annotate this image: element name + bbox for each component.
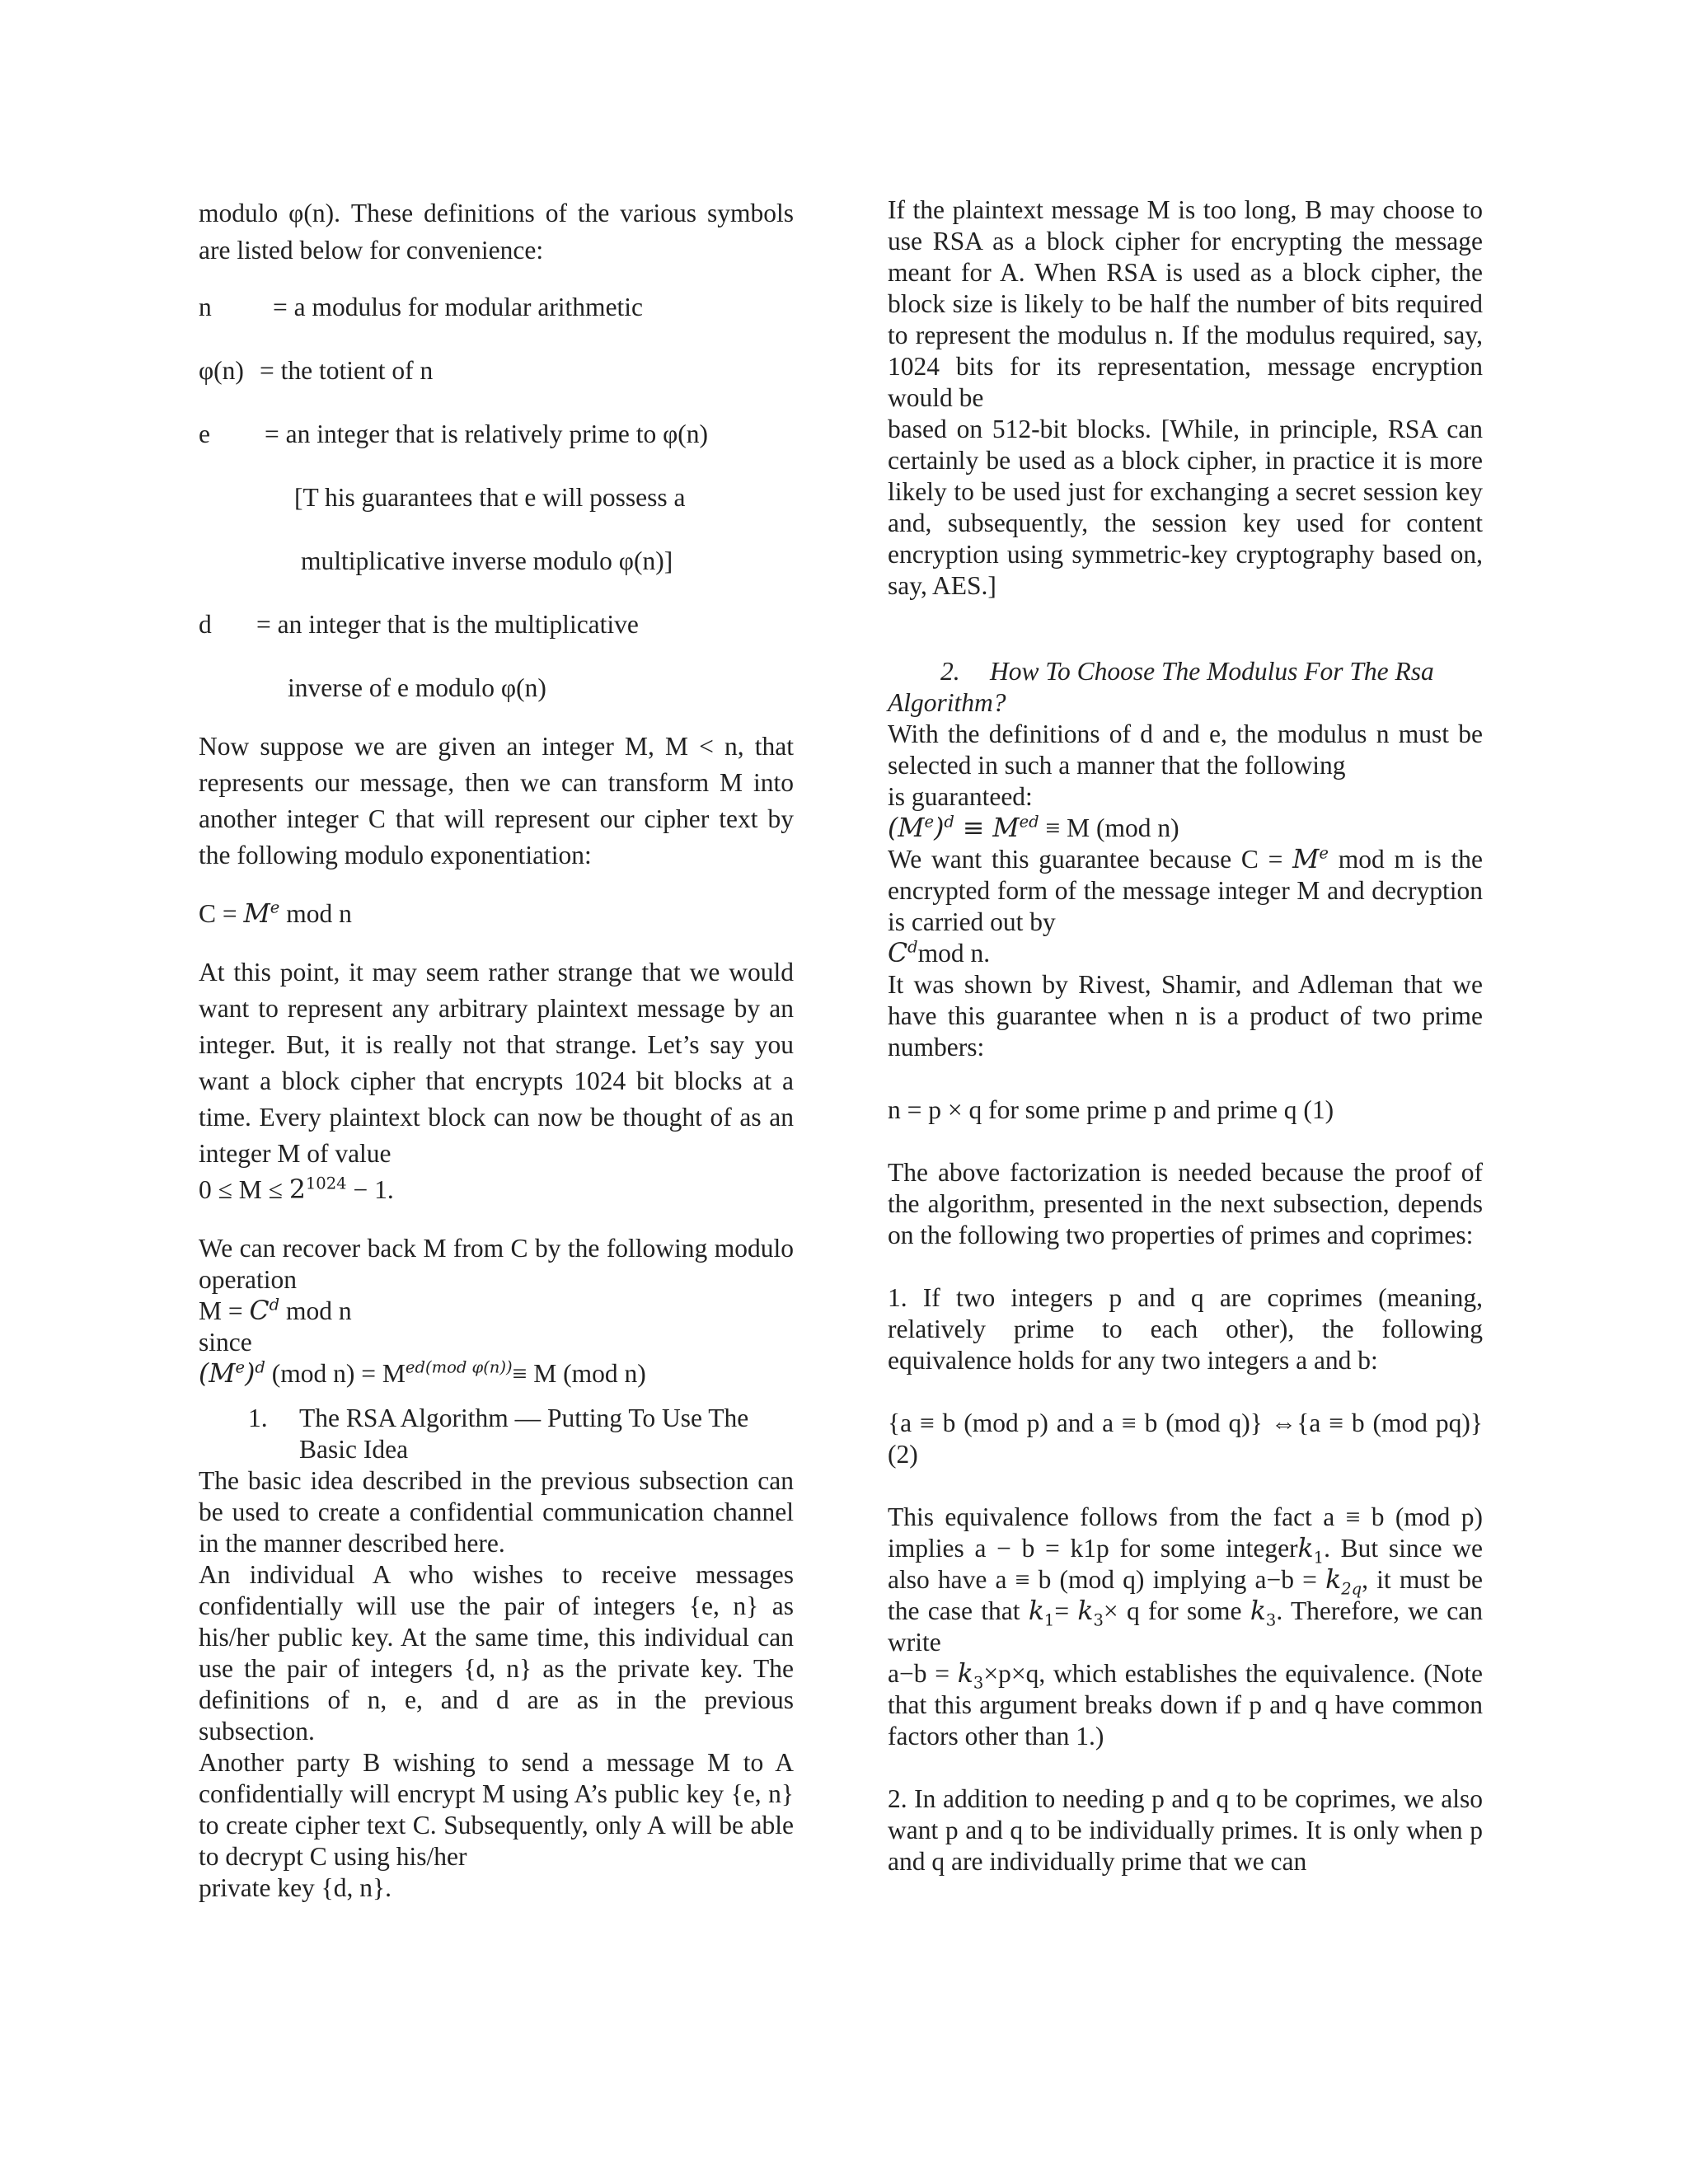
equation-since-exp-ed: ed(mod φ(n)) [405, 1357, 513, 1377]
paragraph-factorization: The above factorization is needed because the proof of the algorithm, presented in the next subsection, depends on the following two properties of primes and coprimes: [888, 1158, 1483, 1249]
since-label: since [199, 1328, 252, 1357]
equation-encrypt-lhs: C = [199, 899, 244, 928]
section-2-title: How To Choose The Modulus For The Rsa Algorithm? [888, 657, 1434, 717]
equation-since-exp-e: e [235, 1357, 246, 1377]
message-range-exp: 1024 [305, 1174, 347, 1193]
symbol-phi: φ(n) [199, 356, 244, 385]
definition-e-note-1: [T his guarantees that e will possess a [294, 483, 686, 512]
equation-since [199, 1358, 794, 1390]
a-minus-b-k3-sub: 3 [973, 1673, 984, 1693]
paragraph-we-want-exp: e [1319, 843, 1329, 863]
equation-decrypt-mod: mod n [279, 1296, 352, 1325]
property-2: 2. In addition to needing p and q to be coprimes, we also want p and q to be individually primes. It is only when p and q are individually prime that we can [888, 1784, 1483, 1876]
equation-since-part-a: (M [199, 1359, 236, 1389]
a-minus-b-end: ×p×q, which establishes the equivalence. (Note that this argument breaks down if p and q have common factors other than 1.) [888, 1659, 1483, 1750]
message-range-lhs: 0 ≤ M ≤ [199, 1175, 289, 1204]
equation-since-exp-d: d [255, 1357, 265, 1377]
symbol-e: e [199, 419, 210, 448]
intro-paragraph: modulo φ(n). These definitions of the various symbols are listed below for convenience: [199, 199, 794, 265]
a-minus-b-k3: k [957, 1659, 973, 1689]
definition-d-text-2: inverse of e modulo φ(n) [288, 673, 546, 702]
equivalence-k2q-sub: 2q [1341, 1579, 1362, 1599]
equivalence-part-d: = [1054, 1596, 1078, 1625]
guaranteed-label: is guaranteed: [888, 782, 1033, 811]
equation-decrypt [199, 1296, 794, 1327]
equation-since-part-b: ) [245, 1359, 256, 1389]
equation-2: {a ≡ b (mod p) and a ≡ b (mod q)} ⇔{a ≡ b (mod pq)} (2) [888, 1408, 1483, 1469]
equation-guarantee-part-b: ) [934, 813, 945, 843]
equivalence-part-f: . Therefore, we can write [888, 1596, 1484, 1657]
definition-e-text: = an integer that is relatively prime to φ(n) [265, 419, 709, 448]
definition-e [199, 419, 794, 450]
definition-d-text: = an integer that is the multiplicative [256, 610, 639, 639]
property-1: 1. If two integers p and q are coprimes (meaning, relatively prime to each other), the following equivalence holds for any two integers a and b: [888, 1283, 1483, 1375]
definition-n [199, 292, 794, 323]
equation-since-part-c: (mod n) = M [265, 1359, 406, 1388]
equation-encrypt [199, 898, 794, 930]
a-minus-b-start: a−b = [888, 1659, 958, 1688]
section-1-heading [199, 1403, 794, 1465]
equivalence-k2q: k [1325, 1565, 1342, 1595]
equivalence-k1b-sub: 1 [1043, 1610, 1055, 1630]
equation-decrypt-c: C [249, 1296, 270, 1326]
paragraph-we-want [888, 844, 1483, 938]
paragraph-we-want-start: We want this guarantee because C = [888, 845, 1293, 874]
message-range [199, 1172, 794, 1208]
paragraph-rsa-shown: It was shown by Rivest, Shamir, and Adleman that we have this guarantee when n is a product of two prime numbers: [888, 970, 1483, 1062]
symbol-d: d [199, 610, 212, 639]
equivalence-part-b: . But since we also have a ≡ b (mod q) implying a−b = [888, 1534, 1484, 1594]
equivalence-k3-sub: 3 [1093, 1610, 1104, 1630]
paragraph-plaintext-long: If the plaintext message M is too long, B may choose to use RSA as a block cipher for encrypting the message meant for A. When RSA is used as a block cipher, the block size is likely to be half the number of bits required to represent the modulus n. If the modulus required, say, 1024 bits for its representation, message encryption would be [888, 195, 1483, 412]
right-column [888, 194, 1483, 1877]
definition-phi-text: = the totient of n [260, 356, 434, 385]
section-2-number: 2. [940, 657, 960, 686]
equation-encrypt-exp: e [270, 898, 280, 917]
equivalence-k1b: k [1028, 1596, 1044, 1626]
paragraph-a-minus-b [888, 1658, 1483, 1752]
equivalence-part-c: , it must be the case that [888, 1565, 1483, 1625]
equivalence-k1-sub: 1 [1313, 1548, 1325, 1568]
message-range-rhs: − 1. [346, 1175, 394, 1204]
equivalence-k1: k [1297, 1534, 1314, 1563]
paragraph-individual-a: An individual A who wishes to receive messages confidentially will use the pair of integers {e, n} as his/her public key. At the same time, this individual can use the pair of integers {d, n} as the private key. The definitions of n, e, and d are as in the previous subsection. [199, 1560, 794, 1746]
definition-d [199, 609, 794, 640]
equation-encrypt-mod: mod n [279, 899, 352, 928]
equation-guarantee [888, 813, 1483, 844]
paragraph-definitions: With the definitions of d and e, the modulus n must be selected in such a manner that the following [888, 719, 1483, 780]
section-2-heading [888, 656, 1483, 719]
equivalence-part-e: × q for some [1103, 1596, 1250, 1625]
paragraph-recover: We can recover back M from C by the following modulo operation [199, 1234, 794, 1294]
equation-guarantee-exp-ed: ed [1019, 812, 1039, 832]
equation-guarantee-end: ≡ M (mod n) [1039, 813, 1179, 842]
equation-decrypt-lhs: M = [199, 1296, 250, 1325]
equation-decrypt-exp: d [269, 1295, 280, 1315]
section-1-title: The RSA Algorithm — Putting To Use The Basic Idea [299, 1404, 749, 1464]
equation-since-end: ≡ M (mod n) [512, 1359, 646, 1388]
paragraph-party-b: Another party B wishing to send a message M to A confidentially will encrypt M using A’s public key {e, n} to create cipher text C. Subsequently, only A will be able to decrypt C using his/her [199, 1748, 794, 1871]
decryption-formula [888, 938, 1483, 969]
paragraph-we-want-end: mod m is the encrypted form of the message integer M and decryption is carried out by [888, 845, 1484, 936]
paragraph-equivalence [888, 1502, 1483, 1658]
paragraph-now-suppose: Now suppose we are given an integer M, M < n, that represents our message, then we can transform M into another integer C that will represent our cipher text by the following modulo exponentiation: [199, 732, 794, 869]
paragraph-block-size: based on 512-bit blocks. [While, in principle, RSA can certainly be used as a block cipher, in practice it is more likely to be used just for exchanging a secret session key and, subsequently, the session key used for content encryption using symmetric-key cryptography based on, say, AES.] [888, 415, 1483, 600]
paragraph-basic-idea: The basic idea described in the previous subsection can be used to create a confidential communication channel in the manner described here. [199, 1466, 794, 1558]
paragraph-at-this-point: At this point, it may seem rather strange that we would want to represent any arbitrary plaintext message by an integer. But, it is really not that strange. Let’s say you want a block cipher that encrypts 1024 bit blocks at a time. Every plaintext block can now be thought of as an integer M of value [199, 958, 794, 1168]
definition-e-note-2: multiplicative inverse modulo φ(n)] [301, 546, 673, 575]
equation-guarantee-exp-e: e [924, 812, 935, 832]
equation-encrypt-m: M [243, 899, 270, 929]
decryption-formula-c: C [888, 939, 908, 968]
equivalence-k3: k [1077, 1596, 1094, 1626]
equation-guarantee-part-a: (M [888, 813, 925, 843]
paragraph-we-want-m: M [1292, 845, 1320, 874]
private-key-line: private key {d, n}. [199, 1873, 392, 1902]
definition-phi [199, 355, 794, 387]
equation-guarantee-exp-d: d [944, 812, 954, 832]
equivalence-k3b: k [1250, 1596, 1266, 1626]
equation-1: n = p × q for some prime p and prime q (1) [888, 1095, 1334, 1124]
section-1-number: 1. [248, 1404, 268, 1432]
equivalence-part-a: This equivalence follows from the fact a ≡ b (mod p) implies a − b = k1p for some integer [888, 1502, 1483, 1563]
equivalence-k3b-sub: 3 [1265, 1610, 1277, 1630]
left-column [199, 194, 794, 1904]
decryption-formula-exp: d [907, 937, 918, 957]
decryption-formula-mod: mod n. [917, 939, 991, 968]
equation-guarantee-part-c: ≡ M [954, 813, 1020, 843]
symbol-n: n [199, 293, 212, 321]
message-range-base: 2 [288, 1175, 306, 1205]
definition-n-text: = a modulus for modular arithmetic [273, 293, 644, 321]
